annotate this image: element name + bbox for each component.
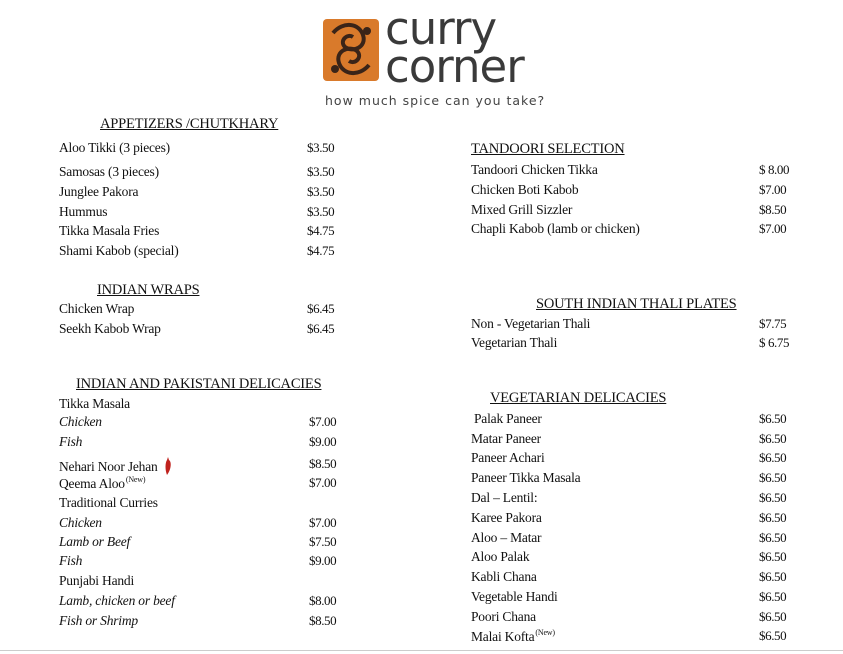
menu-price: $7.00	[759, 221, 787, 236]
menu-group-label: Punjabi Handi	[59, 573, 135, 588]
menu-price: $6.50	[759, 569, 787, 584]
new-tag: (New)	[125, 475, 146, 484]
brand-name	[385, 2, 524, 93]
menu-item: Tandoori Chicken Tikka	[471, 162, 598, 177]
menu-item-name: Qeema Aloo	[59, 476, 125, 491]
menu-price: $6.45	[307, 301, 335, 316]
menu-item: Karee Pakora	[471, 510, 542, 525]
menu-price: $7.50	[309, 534, 337, 549]
menu-item: Lamb, chicken or beef	[59, 593, 175, 608]
menu-item: Vegetarian Thali	[471, 335, 558, 350]
menu-group-label: Traditional Curries	[59, 495, 158, 510]
menu-item: Kabli Chana	[471, 569, 537, 584]
chili-pepper-icon	[163, 456, 173, 476]
menu-price: $7.00	[309, 515, 337, 530]
menu-price: $9.00	[309, 553, 337, 568]
menu-item: Vegetable Handi	[471, 589, 558, 604]
menu-price: $8.50	[309, 456, 337, 471]
menu-item: Tikka Masala Fries	[59, 223, 160, 238]
menu-item: Fish	[59, 434, 83, 449]
menu-price: $3.50	[307, 140, 335, 155]
logo-emblem-icon	[323, 19, 379, 81]
menu-item: Hummus	[59, 204, 108, 219]
menu-price: $6.50	[759, 470, 787, 485]
menu-item: Lamb or Beef	[59, 534, 131, 549]
menu-price: $6.50	[759, 589, 787, 604]
menu-price: $6.50	[759, 431, 787, 446]
menu-price: $9.00	[309, 434, 337, 449]
menu-item: Aloo Tikki (3 pieces)	[59, 140, 170, 155]
thali-heading: SOUTH INDIAN THALI PLATES	[536, 296, 737, 312]
menu-item: Chicken Boti Kabob	[471, 182, 579, 197]
menu-item: Chicken	[59, 515, 102, 530]
brand-line2: corner	[385, 40, 524, 93]
menu-price: $ 8.00	[759, 162, 790, 177]
new-tag: (New)	[535, 628, 555, 637]
menu-price: $8.00	[309, 593, 337, 608]
appetizers-heading: APPETIZERS /CHUTKHARY	[100, 116, 279, 132]
menu-item: Paneer Tikka Masala	[471, 470, 581, 485]
menu-price: $6.50	[759, 510, 787, 525]
menu-item: Aloo – Matar	[471, 530, 542, 545]
menu-price: $3.50	[307, 204, 335, 219]
menu-item: Chicken	[59, 414, 102, 429]
menu-price: $7.00	[309, 475, 337, 490]
menu-item	[471, 628, 555, 645]
menu-item: Shami Kabob (special)	[59, 243, 179, 258]
menu-item: Dal – Lentil:	[471, 490, 538, 505]
veg-heading: VEGETARIAN DELICACIES	[490, 390, 667, 406]
menu-price: $7.75	[759, 316, 787, 331]
menu-price: $8.50	[759, 202, 787, 217]
menu-price: $7.00	[309, 414, 337, 429]
menu-item: Aloo Palak	[471, 549, 530, 564]
menu-item: Fish or Shrimp	[59, 613, 138, 628]
brand-line1: curry	[385, 2, 497, 55]
tagline: how much spice can you take?	[325, 93, 546, 108]
menu-item-name: Nehari Noor Jehan	[59, 459, 158, 474]
menu-item: Chapli Kabob (lamb or chicken)	[471, 221, 640, 236]
menu-price: $6.50	[759, 411, 787, 426]
menu-item: Paneer Achari	[471, 450, 545, 465]
menu-price: $6.50	[759, 450, 787, 465]
menu-item	[59, 475, 145, 492]
menu-item: Non - Vegetarian Thali	[471, 316, 591, 331]
menu-group-label: Tikka Masala	[59, 396, 130, 411]
bottom-divider	[0, 650, 843, 651]
menu-price: $ 6.75	[759, 335, 790, 350]
menu-item: Junglee Pakora	[59, 184, 139, 199]
wraps-heading: INDIAN WRAPS	[97, 282, 200, 298]
menu-item-name: Malai Kofta	[471, 629, 535, 644]
menu-item: Matar Paneer	[471, 431, 541, 446]
menu-price: $4.75	[307, 243, 335, 258]
menu-item: Chicken Wrap	[59, 301, 135, 316]
menu-item: Fish	[59, 553, 83, 568]
menu-price: $6.45	[307, 321, 335, 336]
delicacies-heading: INDIAN AND PAKISTANI DELICACIES	[76, 376, 322, 392]
menu-price: $6.50	[759, 530, 787, 545]
menu-price: $6.50	[759, 609, 787, 624]
menu-price: $3.50	[307, 184, 335, 199]
menu-item: Samosas (3 pieces)	[59, 164, 159, 179]
tandoori-heading: TANDOORI SELECTION	[471, 141, 625, 157]
menu-item	[59, 456, 173, 476]
menu-price: $4.75	[307, 223, 335, 238]
menu-item: Poori Chana	[471, 609, 536, 624]
menu-price: $3.50	[307, 164, 335, 179]
menu-price: $7.00	[759, 182, 787, 197]
menu-item: Palak Paneer	[474, 411, 542, 426]
menu-price: $6.50	[759, 490, 787, 505]
menu-item: Mixed Grill Sizzler	[471, 202, 573, 217]
menu-price: $6.50	[759, 549, 787, 564]
menu-price: $8.50	[309, 613, 337, 628]
menu-price: $6.50	[759, 628, 787, 643]
menu-item: Seekh Kabob Wrap	[59, 321, 161, 336]
